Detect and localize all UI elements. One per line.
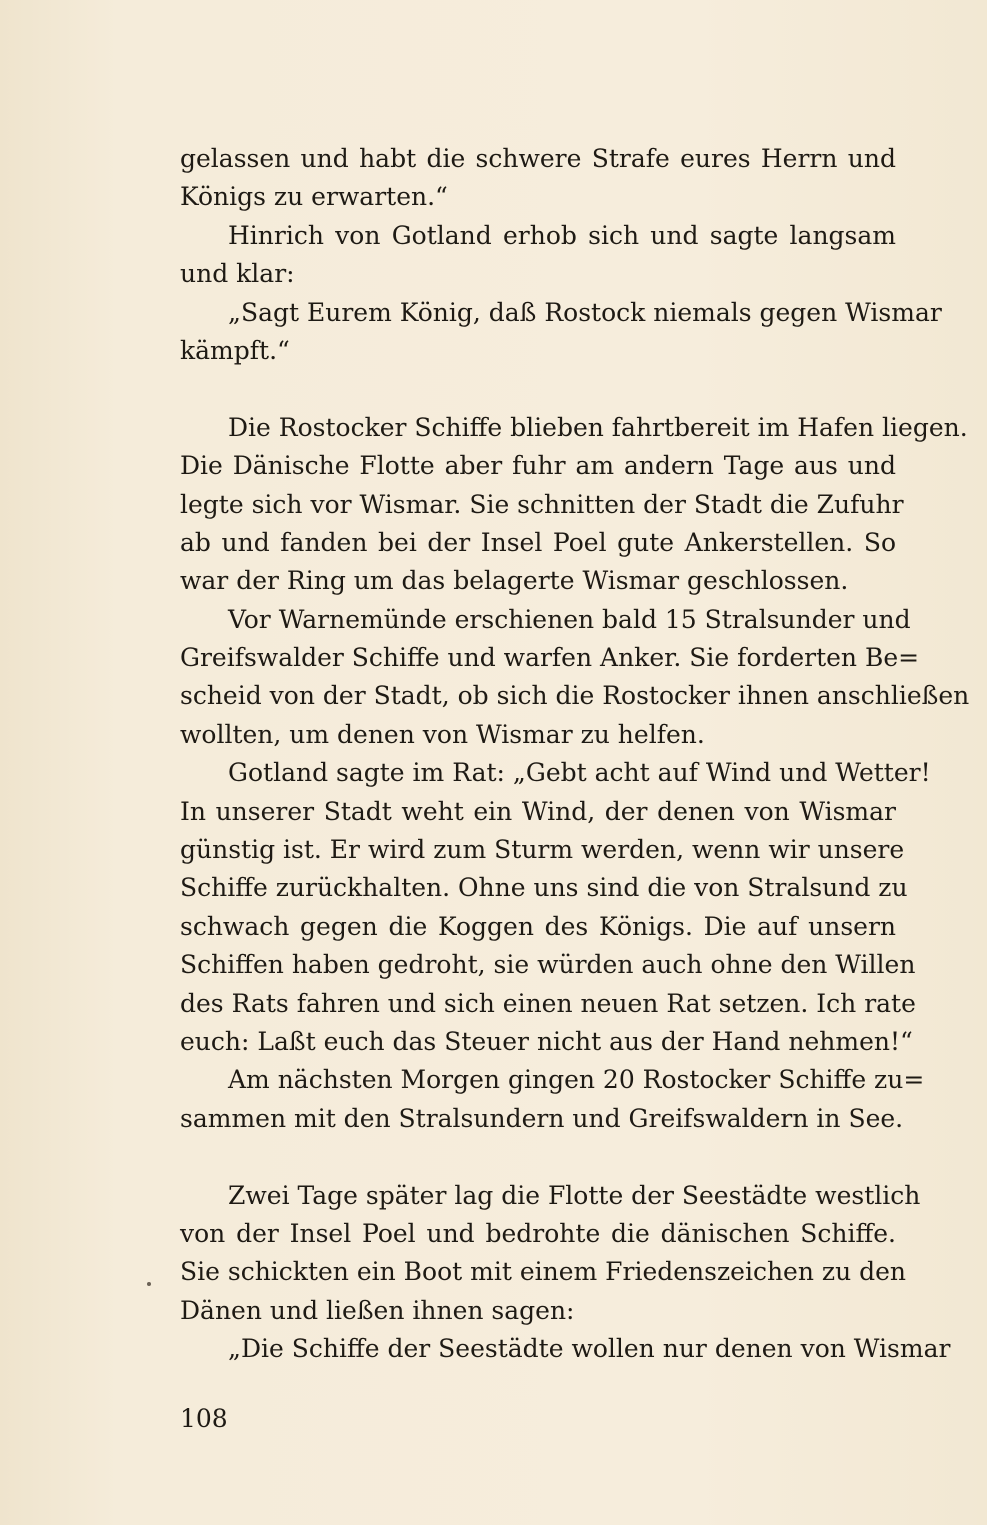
text-line: wollten, um denen von Wismar zu helfen. (180, 719, 705, 749)
text-line: sammen mit den Stralsundern und Greifswaldern in See. (180, 1103, 904, 1133)
text-line: war der Ring um das belagerte Wismar geschlossen. (180, 566, 849, 596)
text-line: des Rats fahren und sich einen neuen Rat setzen. Ich rate (180, 988, 916, 1018)
text-line: Schiffen haben gedroht, sie würden auch ohne den Willen (180, 950, 916, 980)
page-number: 108 (180, 1404, 228, 1433)
text-line: Am nächsten Morgen gingen 20 Rostocker Schiffe zu= (228, 1065, 925, 1095)
text-line: Königs zu erwarten.“ (180, 182, 448, 212)
text-line: Dänen und ließen ihnen sagen: (180, 1295, 575, 1325)
text-line: günstig ist. Er wird zum Sturm werden, wenn wir unsere (180, 835, 905, 865)
text-line: kämpft.“ (180, 335, 290, 365)
text-line: Hinrich von Gotland erhob sich und sagte langsam (228, 220, 896, 250)
text-line: Die Dänische Flotte aber fuhr am andern Tage aus und (180, 451, 896, 481)
text-line: schwach gegen die Koggen des Königs. Die auf unsern (180, 911, 896, 941)
text-line: „Die Schiffe der Seestädte wollen nur denen von Wismar (228, 1334, 951, 1364)
text-line: Sie schickten ein Boot mit einem Friedenszeichen zu den (180, 1257, 907, 1287)
text-line: scheid von der Stadt, ob sich die Rostocker ihnen anschließen (180, 681, 970, 711)
text-line: In unserer Stadt weht ein Wind, der denen von Wismar (180, 796, 896, 826)
text-line: Greifswalder Schiffe und warfen Anker. Sie forderten Be= (180, 643, 920, 673)
text-line: Zwei Tage später lag die Flotte der Seestädte westlich (228, 1180, 921, 1210)
text-line: ab und fanden bei der Insel Poel gute Ankerstellen. So (180, 527, 896, 557)
body-text (180, 140, 970, 1369)
text-line: Vor Warnemünde erschienen bald 15 Stralsunder und (228, 604, 911, 634)
text-line: „Sagt Eurem König, daß Rostock niemals gegen Wismar (228, 297, 942, 327)
text-line: Die Rostocker Schiffe blieben fahrtbereit im Hafen liegen. (228, 412, 968, 442)
text-line: und klar: (180, 259, 295, 289)
text-line: euch: Laßt euch das Steuer nicht aus der Hand nehmen!“ (180, 1026, 913, 1056)
text-line: von der Insel Poel und bedrohte die dänischen Schiffe. (180, 1218, 896, 1248)
text-line: Gotland sagte im Rat: „Gebt acht auf Wind und Wetter! (228, 758, 931, 788)
text-line: legte sich vor Wismar. Sie schnitten der Stadt die Zufuhr (180, 489, 904, 519)
section-gap (180, 370, 896, 408)
text-line: gelassen und habt die schwere Strafe eures Herrn und (180, 144, 896, 173)
margin-mark (147, 1282, 151, 1286)
text-line: Schiffe zurückhalten. Ohne uns sind die von Stralsund zu (180, 873, 908, 903)
section-gap (180, 1138, 896, 1176)
